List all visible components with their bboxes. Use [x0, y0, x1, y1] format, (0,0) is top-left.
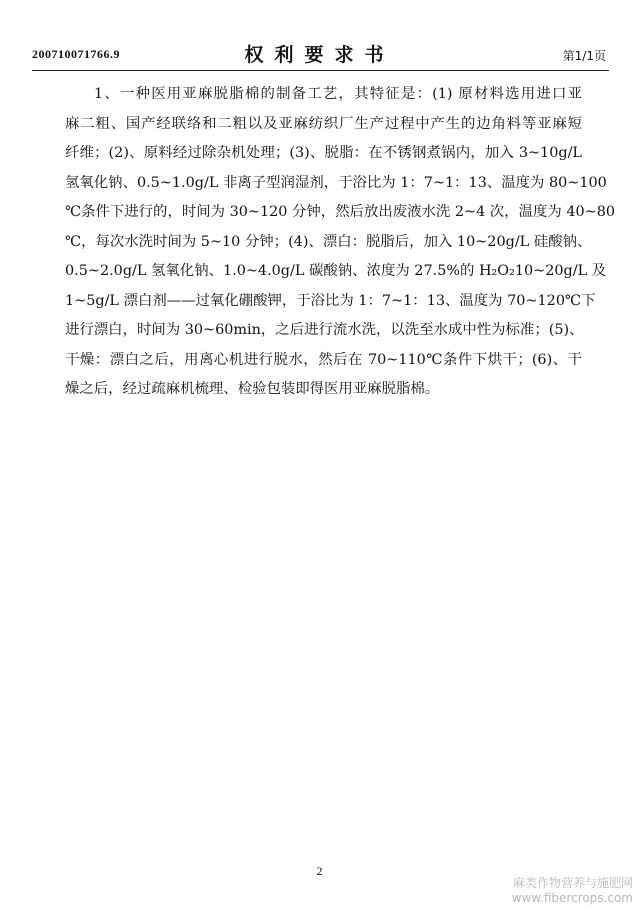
header-divider: [32, 70, 609, 71]
claim-line: ℃条件下进行的，时间为 30~120 分钟，然后放出废液水洗 2~4 次，温度为 40~80: [65, 204, 616, 220]
claims-body: [65, 80, 616, 405]
watermark-site-name: 麻类作物营养与施肥网: [512, 876, 633, 890]
application-number: 200710071766.9: [32, 47, 120, 61]
claim-line: 氢氧化钠、0.5~1.0g/L 非离子型润湿剂，于浴比为 1：7~1：13、温度为 80~100: [65, 174, 607, 191]
claim-line: 燥之后，经过疏麻机梳理、检验包装即得医用亚麻脱脂棉。: [65, 381, 440, 397]
claim-line: 麻二粗、国产经联络和二粗以及亚麻纺织厂生产过程中产生的边角料等亚麻短: [65, 115, 582, 132]
page-title: 权利要求书: [244, 44, 395, 66]
claim-line: 纤维；(2)、原料经过除杂机处理；(3)、脱脂：在不锈钢煮锅内，加入 3~10g/L: [65, 145, 582, 161]
claim-line: ℃，每次水洗时间为 5~10 分钟；(4)、漂白：脱脂后，加入 10~20g/L 硅酸钠、: [65, 233, 592, 250]
watermark: [512, 876, 633, 906]
claim-line: 1、一种医用亚麻脱脂棉的制备工艺，其特征是：(1) 原材料选用进口亚: [94, 86, 582, 102]
watermark-url: www.fibercrops.com: [511, 891, 633, 905]
claim-line: 干燥：漂白之后，用离心机进行脱水，然后在 70~110℃条件下烘干；(6)、干: [65, 351, 582, 368]
claim-line: 1~5g/L 漂白剂——过氧化硼酸钾，于浴比为 1：7~1：13、温度为 70~120℃下: [65, 292, 596, 309]
page-indicator: 第1/1页: [562, 49, 606, 63]
page-number: 2: [316, 864, 323, 878]
claim-line: 0.5~2.0g/L 氢氧化钠、1.0~4.0g/L 碳酸钠、浓度为 27.5%的 H₂O₂10~20g/L 及: [65, 263, 607, 279]
claim-line: 进行漂白，时间为 30~60min，之后进行流水洗，以洗至水成中性为标准；(5)、: [65, 322, 584, 338]
